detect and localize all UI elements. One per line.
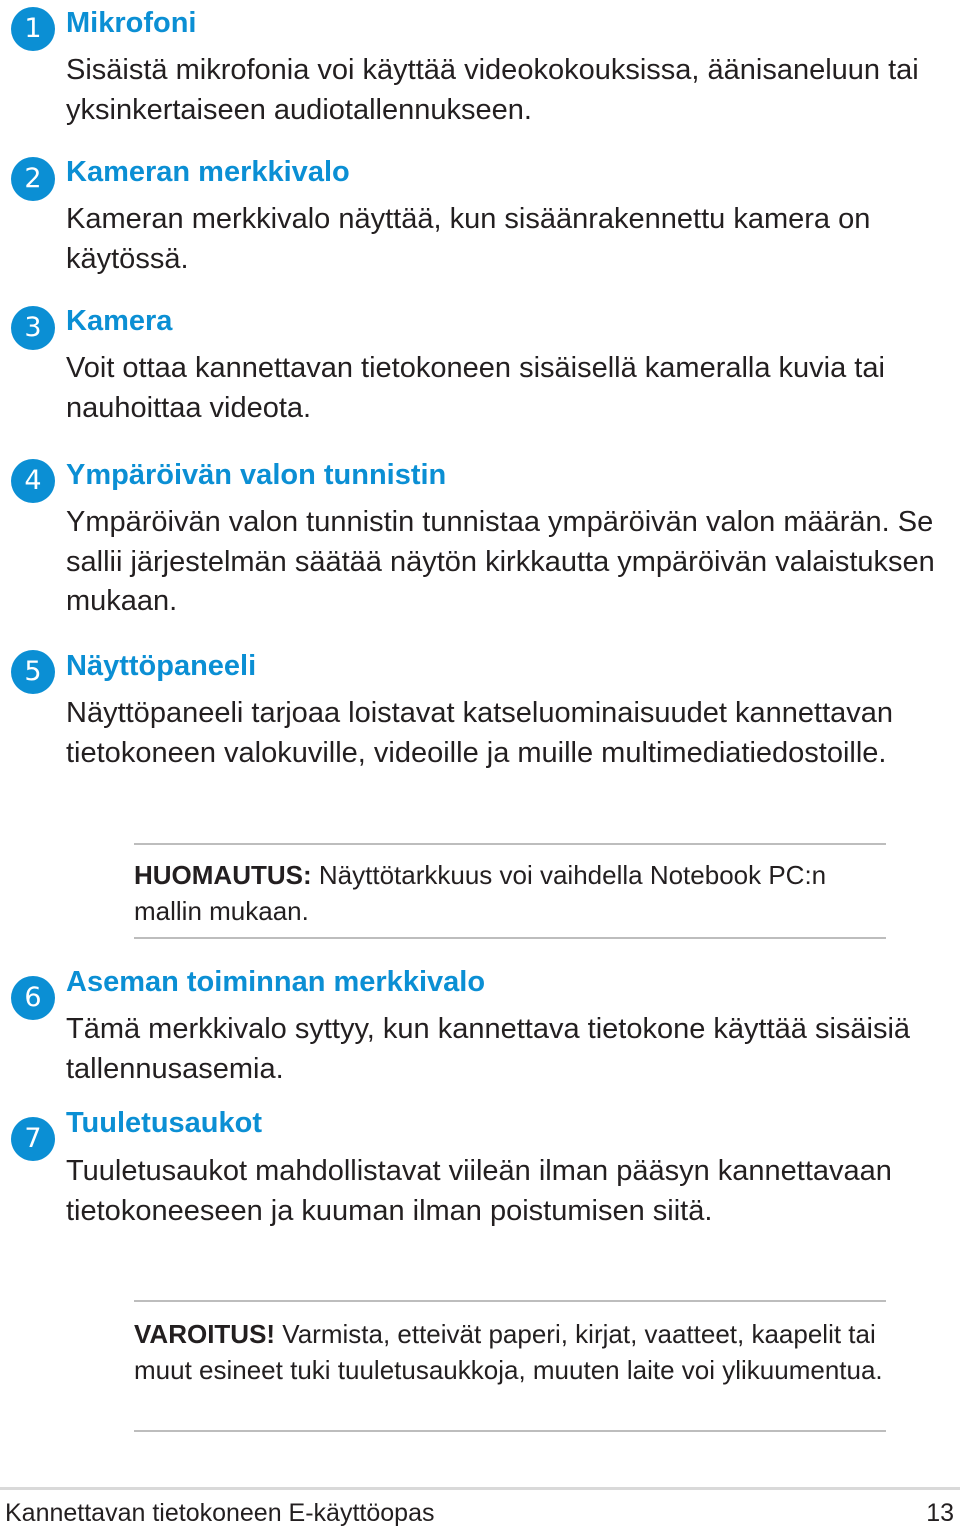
number-badge-1: 1 — [11, 7, 55, 51]
number-badge-7: 7 — [11, 1117, 55, 1161]
item-title-4: Ympäröivän valon tunnistin — [66, 459, 447, 491]
item-description-3: Voit ottaa kannettavan tietokoneen sisäisellä kameralla kuvia tai nauhoittaa videota. — [66, 352, 885, 424]
page-number: 13 — [926, 1499, 954, 1527]
item-description-2: Kameran merkkivalo näyttää, kun sisäänrakennettu kamera on käytössä. — [66, 203, 871, 275]
item-title-1: Mikrofoni — [66, 7, 197, 39]
number-badge-2: 2 — [11, 157, 55, 201]
warning-text: Varmista, etteivät paperi, kirjat, vaatteet, kaapelit tai muut esineet tuki tuuletusaukkoja, muuten laite voi ylikuumentua. — [134, 1319, 883, 1385]
item-title-5: Näyttöpaneeli — [66, 650, 257, 682]
number-badge-4: 4 — [11, 459, 55, 503]
note-label: HUOMAUTUS: — [134, 860, 312, 890]
item-description-4: Ympäröivän valon tunnistin tunnistaa ympäröivän valon määrän. Se sallii järjestelmän säätää näytön kirkkautta ympäröivän valaistuksen mukaan. — [66, 506, 935, 617]
number-badge-5: 5 — [11, 650, 55, 694]
footer-title: Kannettavan tietokoneen E-käyttöopas — [5, 1499, 435, 1527]
number-badge-3: 3 — [11, 306, 55, 350]
warning-label: VAROITUS! — [134, 1319, 276, 1349]
item-title-3: Kamera — [66, 305, 173, 337]
item-description-1: Sisäistä mikrofonia voi käyttää videokokouksissa, äänisaneluun tai yksinkertaiseen audiotallennukseen. — [66, 54, 919, 126]
item-description-5: Näyttöpaneeli tarjoaa loistavat katseluominaisuudet kannettavan tietokoneen valokuville, videoille ja muille multimediatiedostoille. — [66, 697, 894, 769]
note-box — [134, 843, 886, 939]
warning-box — [134, 1300, 886, 1432]
number-badge-6: 6 — [11, 976, 55, 1020]
item-description-7: Tuuletusaukot mahdollistavat viileän ilman pääsyn kannettavaan tietokoneeseen ja kuuman ilman poistumisen siitä. — [66, 1155, 892, 1227]
item-description-6: Tämä merkkivalo syttyy, kun kannettava tietokone käyttää sisäisiä tallennusasemia. — [66, 1013, 911, 1085]
item-title-6: Aseman toiminnan merkkivalo — [66, 966, 486, 998]
item-title-2: Kameran merkkivalo — [66, 156, 350, 188]
note-text: Näyttötarkkuus voi vaihdella Notebook PC:n mallin mukaan. — [134, 860, 827, 926]
page-footer — [0, 1487, 960, 1533]
item-title-7: Tuuletusaukot — [66, 1107, 263, 1139]
